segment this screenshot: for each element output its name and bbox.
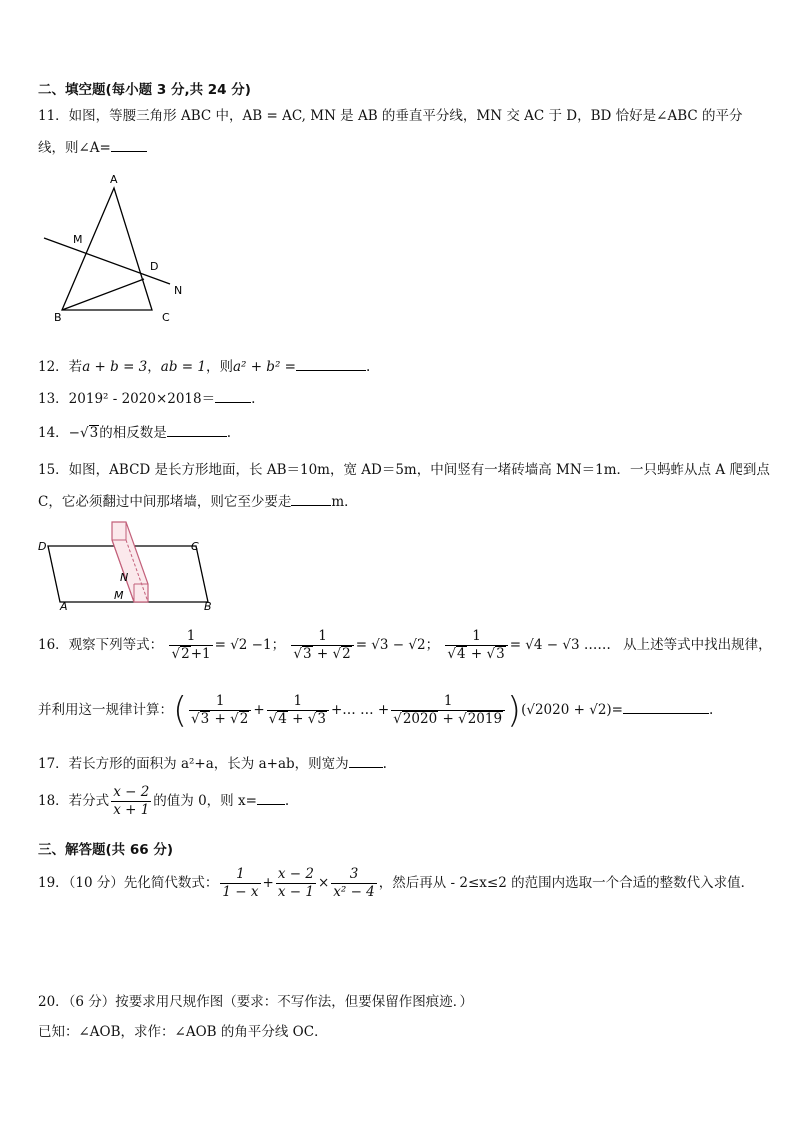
q12-end: . <box>365 359 371 375</box>
q17-line <box>38 752 387 772</box>
label-n: N <box>174 284 183 297</box>
label-a: A <box>110 173 118 186</box>
label-c: C <box>162 311 170 324</box>
q14-end: . <box>226 425 231 441</box>
q19-fraction-3: $\frac{3}{\text{x² − 4}}$ <box>333 866 375 900</box>
q12-cond2: ab = 1 <box>160 359 206 375</box>
q14-answer-blank <box>167 424 227 437</box>
q12-expr: a² + b² = <box>232 359 296 375</box>
q12-prefix: 12．若 <box>38 359 83 375</box>
q11-answer-blank <box>111 139 147 152</box>
sqrt-icon: √ <box>458 711 467 727</box>
sqrt-icon: √ <box>171 646 181 662</box>
label-c: C <box>191 540 199 553</box>
q14-radicand: 3 <box>89 425 99 441</box>
q15-line2 <box>38 490 358 510</box>
q13-line <box>38 387 255 407</box>
label-b: B <box>54 311 62 324</box>
q18-prefix: 18．若分式 <box>38 793 110 809</box>
q16-line1 <box>38 628 772 663</box>
sqrt-icon: √ <box>486 646 496 662</box>
q19-prefix: 19．（10 分）先化简代数式： <box>38 875 219 891</box>
q16-line2: 并利用这一规律计算：( $\frac{1}{√3 + √2}$ + $\frac{1}{√4 + √3}$ +… … + $\frac{1}{√2020 + √2019}$ )(√2020 + √2)= . <box>38 690 714 731</box>
q15-unit: m． <box>331 494 358 510</box>
q18-mid: 的值为 0，则 x= <box>153 793 257 809</box>
q16-eq2-rhs: = √3 − √2； <box>355 637 440 653</box>
q18-end: . <box>284 793 290 809</box>
sqrt-icon: √ <box>191 711 200 727</box>
q11-line2 <box>38 136 147 156</box>
sqrt-icon: √ <box>230 711 239 727</box>
q11-line2-text: 线，则∠A= <box>38 140 111 156</box>
q15-wall-figure <box>36 518 218 614</box>
q14-prefix: 14．− <box>38 425 80 441</box>
label-a: A <box>60 600 68 613</box>
section-2-title: 二、填空题(每小题 3 分,共 24 分) <box>38 82 251 98</box>
segment-bd <box>62 279 144 310</box>
q19-line: 19．（10 分）先化简代数式： $\frac{1}{1 - x}$ + $\frac{x - 2}{x - 1}$ × $\frac{3}{\text{x² − 4}}$ ，然后再从 - 2≤x≤2 的范围内选取一个合适的整数代入求值． <box>38 866 755 900</box>
q16-prefix: 16．观察下列等式： <box>38 637 164 653</box>
label-m: M <box>73 233 83 246</box>
q17-text: 17．若长方形的面积为 a²+a，长为 a+ab，则宽为 <box>38 756 349 772</box>
q16-term3-fraction: $\frac{1}{√2020 + √2019}$ <box>391 693 505 728</box>
q16-answer-blank <box>623 701 709 714</box>
q15-line2-text: C，它必须翻过中间那堵墙，则它至少要走 <box>38 494 292 510</box>
q19-fraction-2: $\frac{x - 2}{x - 1}$ <box>277 866 314 900</box>
q15-answer-blank <box>291 493 331 506</box>
q11-triangle-figure <box>38 168 198 328</box>
q16-eq: = <box>611 702 623 718</box>
q11-line1: 11．如图，等腰三角形 ABC 中，AB = AC, MN 是 AB 的垂直平分线，MN 交 AC 于 D，BD 恰好是∠ABC 的平分 <box>38 108 743 124</box>
q16-eq1-fraction: $\frac{1}{√2+1}$ <box>171 628 211 662</box>
q17-answer-blank <box>349 755 383 768</box>
q19-fraction-1: $\frac{1}{1 - x}$ <box>222 866 259 900</box>
label-d: D <box>38 540 47 553</box>
q20-line1: 20．（6 分）按要求用尺规作图（要求：不写作法，但要保留作图痕迹．） <box>38 994 474 1010</box>
q12-sep: ， <box>147 359 161 375</box>
q16-eq2-fraction: $\frac{1}{√3 + √2}$ <box>291 628 353 663</box>
section-3-title: 三、解答题(共 66 分) <box>38 842 174 858</box>
sqrt-icon: √ <box>293 646 302 662</box>
q12-line <box>38 355 370 375</box>
sqrt-icon: √ <box>307 711 317 727</box>
q18-fraction: $\frac{x - 2}{x + 1}$ <box>113 784 150 818</box>
q14-suffix: 的相反数是 <box>99 425 167 441</box>
q16-suffix: 从上述等式中找出规律， <box>623 637 772 653</box>
q16-eq3-fraction: $\frac{1}{√4 + √3}$ <box>445 628 507 663</box>
q15-line1: 15．如图，ABCD 是长方形地面，长 AB＝10m，宽 AD＝5m，中间竖有一堵砖墙高 MN＝1m．一只蚂蚱从点 A 爬到点 <box>38 462 770 478</box>
sqrt-icon: √ <box>268 711 278 727</box>
q12-mid: ，则 <box>205 359 233 375</box>
q17-end: . <box>382 756 387 772</box>
label-d: D <box>150 260 159 273</box>
q13-answer-blank <box>215 390 251 403</box>
q16-term1-fraction: $\frac{1}{√3 + √2}$ <box>189 693 251 728</box>
label-b: B <box>204 600 212 613</box>
q18-answer-blank <box>257 792 285 805</box>
sqrt-icon: √ <box>447 646 456 662</box>
sqrt-icon: √ <box>393 711 402 727</box>
sqrt-icon: √ <box>80 425 89 441</box>
q12-answer-blank <box>296 358 366 371</box>
q18-line <box>38 784 289 819</box>
q13-end: . <box>251 391 256 407</box>
sqrt-icon: √ <box>332 646 342 662</box>
q13-text: 13．2019² - 2020×2018＝ <box>38 391 216 407</box>
q19-suffix: ，然后再从 - 2≤x≤2 的范围内选取一个合适的整数代入求值． <box>378 875 755 891</box>
label-n: N <box>120 571 129 584</box>
label-m: M <box>114 589 124 602</box>
q16-factor: (√2020 + √2) <box>521 702 612 718</box>
q14-line <box>38 421 231 441</box>
q12-cond1: a + b = 3 <box>82 359 148 375</box>
q20-line2: 已知：∠AOB，求作：∠AOB 的角平分线 OC． <box>38 1024 328 1040</box>
q16-eq3-rhs: = √4 − √3 …… <box>509 637 611 653</box>
q16-term2-fraction: $\frac{1}{√4 + √3}$ <box>267 693 329 728</box>
q16-eq1-rhs: = √2 −1； <box>214 637 286 653</box>
q16-line2-prefix: 并利用这一规律计算： <box>38 702 173 718</box>
q16-dots: +… … + <box>330 702 390 718</box>
